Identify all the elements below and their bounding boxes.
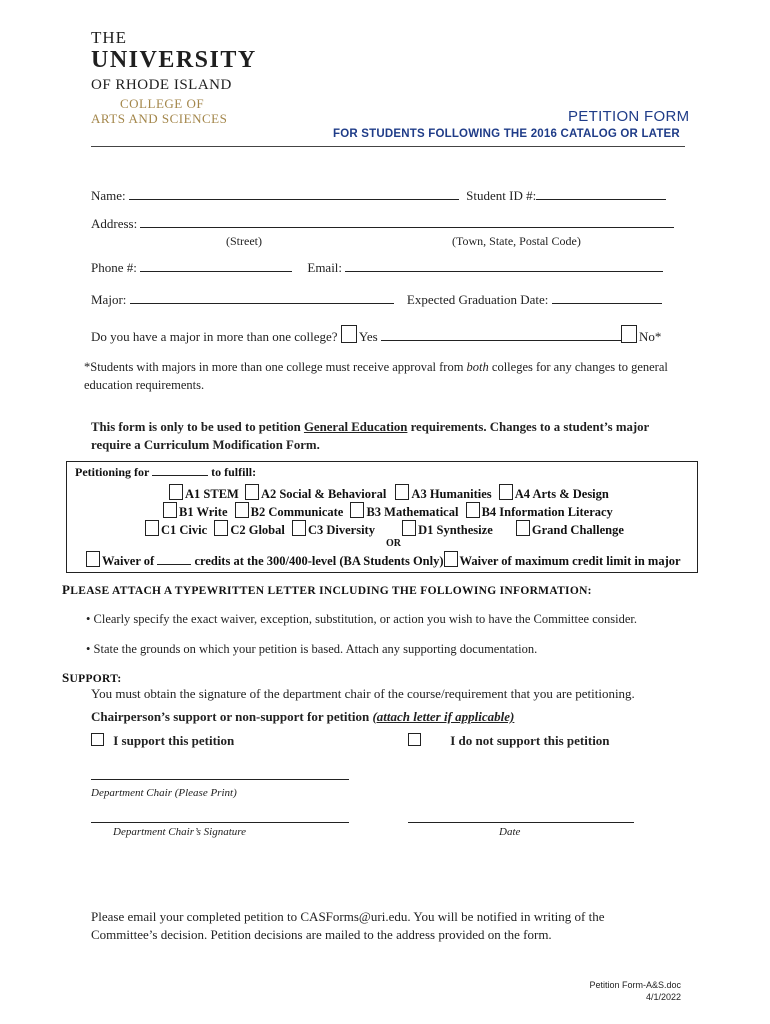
b2-label: B2 Communicate (250, 505, 344, 519)
a2-checkbox[interactable] (245, 484, 259, 500)
support-option (91, 733, 234, 749)
ge-row-2 (163, 502, 613, 520)
a3-label: A3 Humanities (411, 487, 492, 501)
support-heading-initial: S (62, 670, 70, 685)
grand-challenge-label: Grand Challenge (531, 523, 624, 537)
no-checkbox[interactable] (621, 325, 637, 343)
a4-label: A4 Arts & Design (514, 487, 609, 501)
multi-major-row (91, 325, 661, 345)
b4-label: B4 Information Literacy (481, 505, 613, 519)
footer-doc-name: Petition Form-A&S.doc (589, 980, 681, 990)
waiver-label-b: credits at the 300/400-level (BA Students Only) (194, 554, 444, 568)
yes-checkbox[interactable] (341, 325, 357, 343)
petition-heading-a: Petitioning for (75, 465, 150, 479)
b3-label: B3 Mathematical (366, 505, 459, 519)
name-label: Name: (91, 188, 126, 203)
major-label: Major: (91, 292, 127, 307)
phone-row (91, 260, 663, 276)
chair-print-line[interactable] (91, 779, 349, 780)
major-field[interactable] (130, 292, 394, 304)
no-label: No* (638, 329, 662, 344)
support-heading (62, 670, 121, 686)
chair-signature-line[interactable] (91, 822, 349, 823)
address-label: Address: (91, 216, 138, 231)
d1-label: D1 Synthesize (418, 523, 493, 537)
address-row (91, 216, 674, 232)
c3-label: C3 Diversity (307, 523, 375, 537)
form-title: PETITION FORM (568, 108, 690, 125)
support-instruction: You must obtain the signature of the department chair of the course/requirement that you are petitioning. (91, 686, 635, 701)
chair-support-line (91, 709, 514, 725)
logo-college-of: COLLEGE OF (120, 96, 205, 111)
attach-bullet-2-text: State the grounds on which your petition is based. Attach any supporting documentation. (93, 642, 538, 656)
student-id-field[interactable] (536, 188, 666, 200)
form-subtitle: FOR STUDENTS FOLLOWING THE 2016 CATALOG OR LATER (333, 128, 680, 140)
note-text-a: *Students with majors in more than one college must receive approval from (84, 360, 467, 374)
waiver-label-a: Waiver of (102, 554, 155, 568)
support-heading-rest: UPPORT: (69, 673, 122, 685)
closing-text: Please email your completed petition to CASForms@uri.edu. You will be notified in writing of the Committee’s decision. Petition decisions are mailed to the address provided on the form. (91, 909, 605, 942)
b1-label: B1 Write (179, 505, 228, 519)
multi-major-note (84, 358, 684, 394)
petition-heading (75, 465, 256, 480)
a1-label: A1 STEM (185, 487, 239, 501)
nosupport-option-label: I do not support this petition (450, 733, 610, 748)
attach-heading-rest: LEASE ATTACH A TYPEWRITTEN LETTER INCLUDING THE FOLLOWING INFORMATION: (70, 585, 592, 597)
c1-label: C1 Civic (161, 523, 208, 537)
town-caption: (Town, State, Postal Code) (452, 234, 581, 248)
nosupport-option (408, 733, 610, 749)
attach-bullet-1-text: Clearly specify the exact waiver, exception, substitution, or action you wish to have the Committee consider. (93, 612, 637, 626)
petition-for-field[interactable] (152, 466, 208, 476)
date-line[interactable] (408, 822, 634, 823)
name-field[interactable] (129, 188, 459, 200)
chair-support-label: Chairperson’s support or non-support for petition (91, 709, 373, 724)
grad-date-label: Expected Graduation Date: (406, 292, 549, 307)
logo-arts-and-sciences: ARTS AND SCIENCES (91, 111, 228, 126)
support-checkbox[interactable] (91, 733, 104, 746)
c2-checkbox[interactable] (214, 520, 228, 536)
attach-heading (62, 582, 592, 598)
d1-checkbox[interactable] (402, 520, 416, 536)
c3-checkbox[interactable] (292, 520, 306, 536)
nosupport-checkbox[interactable] (408, 733, 421, 746)
chair-support-note: (attach letter if applicable) (372, 709, 515, 724)
name-row (91, 188, 666, 204)
yes-underline (381, 329, 621, 341)
email-field[interactable] (345, 260, 663, 272)
waiver-row (86, 551, 681, 569)
grad-date-field[interactable] (552, 292, 662, 304)
waiver-max-label: Waiver of maximum credit limit in major (459, 554, 681, 568)
email-label: Email: (307, 260, 343, 275)
phone-label: Phone #: (91, 260, 137, 275)
street-caption: (Street) (226, 234, 262, 248)
a4-checkbox[interactable] (499, 484, 513, 500)
support-option-label: I support this petition (113, 733, 235, 748)
or-label: OR (386, 538, 401, 549)
logo-the: THE (91, 28, 128, 47)
a1-checkbox[interactable] (169, 484, 183, 500)
b1-checkbox[interactable] (163, 502, 177, 518)
b4-checkbox[interactable] (466, 502, 480, 518)
waiver-checkbox[interactable] (86, 551, 100, 567)
chair-print-caption: Department Chair (Please Print) (91, 787, 237, 799)
grand-challenge-checkbox[interactable] (516, 520, 530, 536)
multi-major-question: Do you have a major in more than one college? (91, 329, 338, 344)
yes-label: Yes (358, 329, 378, 344)
waiver-max-checkbox[interactable] (444, 551, 458, 567)
footer-date: 4/1/2022 (645, 992, 681, 1002)
ge-row-1 (169, 484, 609, 502)
waiver-credits-field[interactable] (157, 555, 191, 565)
ge-row-3 (145, 520, 624, 538)
ge-only-note (91, 418, 666, 454)
major-row (91, 292, 662, 308)
header-rule (91, 146, 685, 147)
petition-heading-b: to fulfill: (211, 465, 257, 479)
phone-field[interactable] (140, 260, 292, 272)
attach-bullet-1: • Clearly specify the exact waiver, exception, substitution, or action you wish to have the Committee consider. (86, 612, 637, 626)
ge-note-text-a: This form is only to be used to petition (91, 420, 304, 434)
student-id-label: Student ID #: (466, 188, 537, 203)
date-caption: Date (499, 826, 521, 838)
attach-bullet-2: • State the grounds on which your petition is based. Attach any supporting documentation. (86, 642, 538, 656)
address-field[interactable] (140, 216, 674, 228)
attach-heading-initial: P (62, 582, 71, 597)
c1-checkbox[interactable] (145, 520, 159, 536)
logo-university: UNIVERSITY (91, 47, 257, 73)
ge-note-underlined: General Education (303, 420, 408, 434)
c2-label: C2 Global (230, 523, 285, 537)
b3-checkbox[interactable] (350, 502, 364, 518)
b2-checkbox[interactable] (235, 502, 249, 518)
a2-label: A2 Social & Behavioral (260, 487, 387, 501)
logo-of-rhode-island: OF RHODE ISLAND (91, 77, 232, 93)
ge-note-text-b: requirements. Changes to a student’s major require a Curriculum Modification Form. (91, 420, 650, 452)
note-text-b: colleges for any changes to general education requirements. (84, 360, 668, 392)
chair-signature-caption: Department Chair’s Signature (113, 826, 247, 838)
a3-checkbox[interactable] (395, 484, 409, 500)
note-text-emphasis: both (466, 360, 489, 374)
